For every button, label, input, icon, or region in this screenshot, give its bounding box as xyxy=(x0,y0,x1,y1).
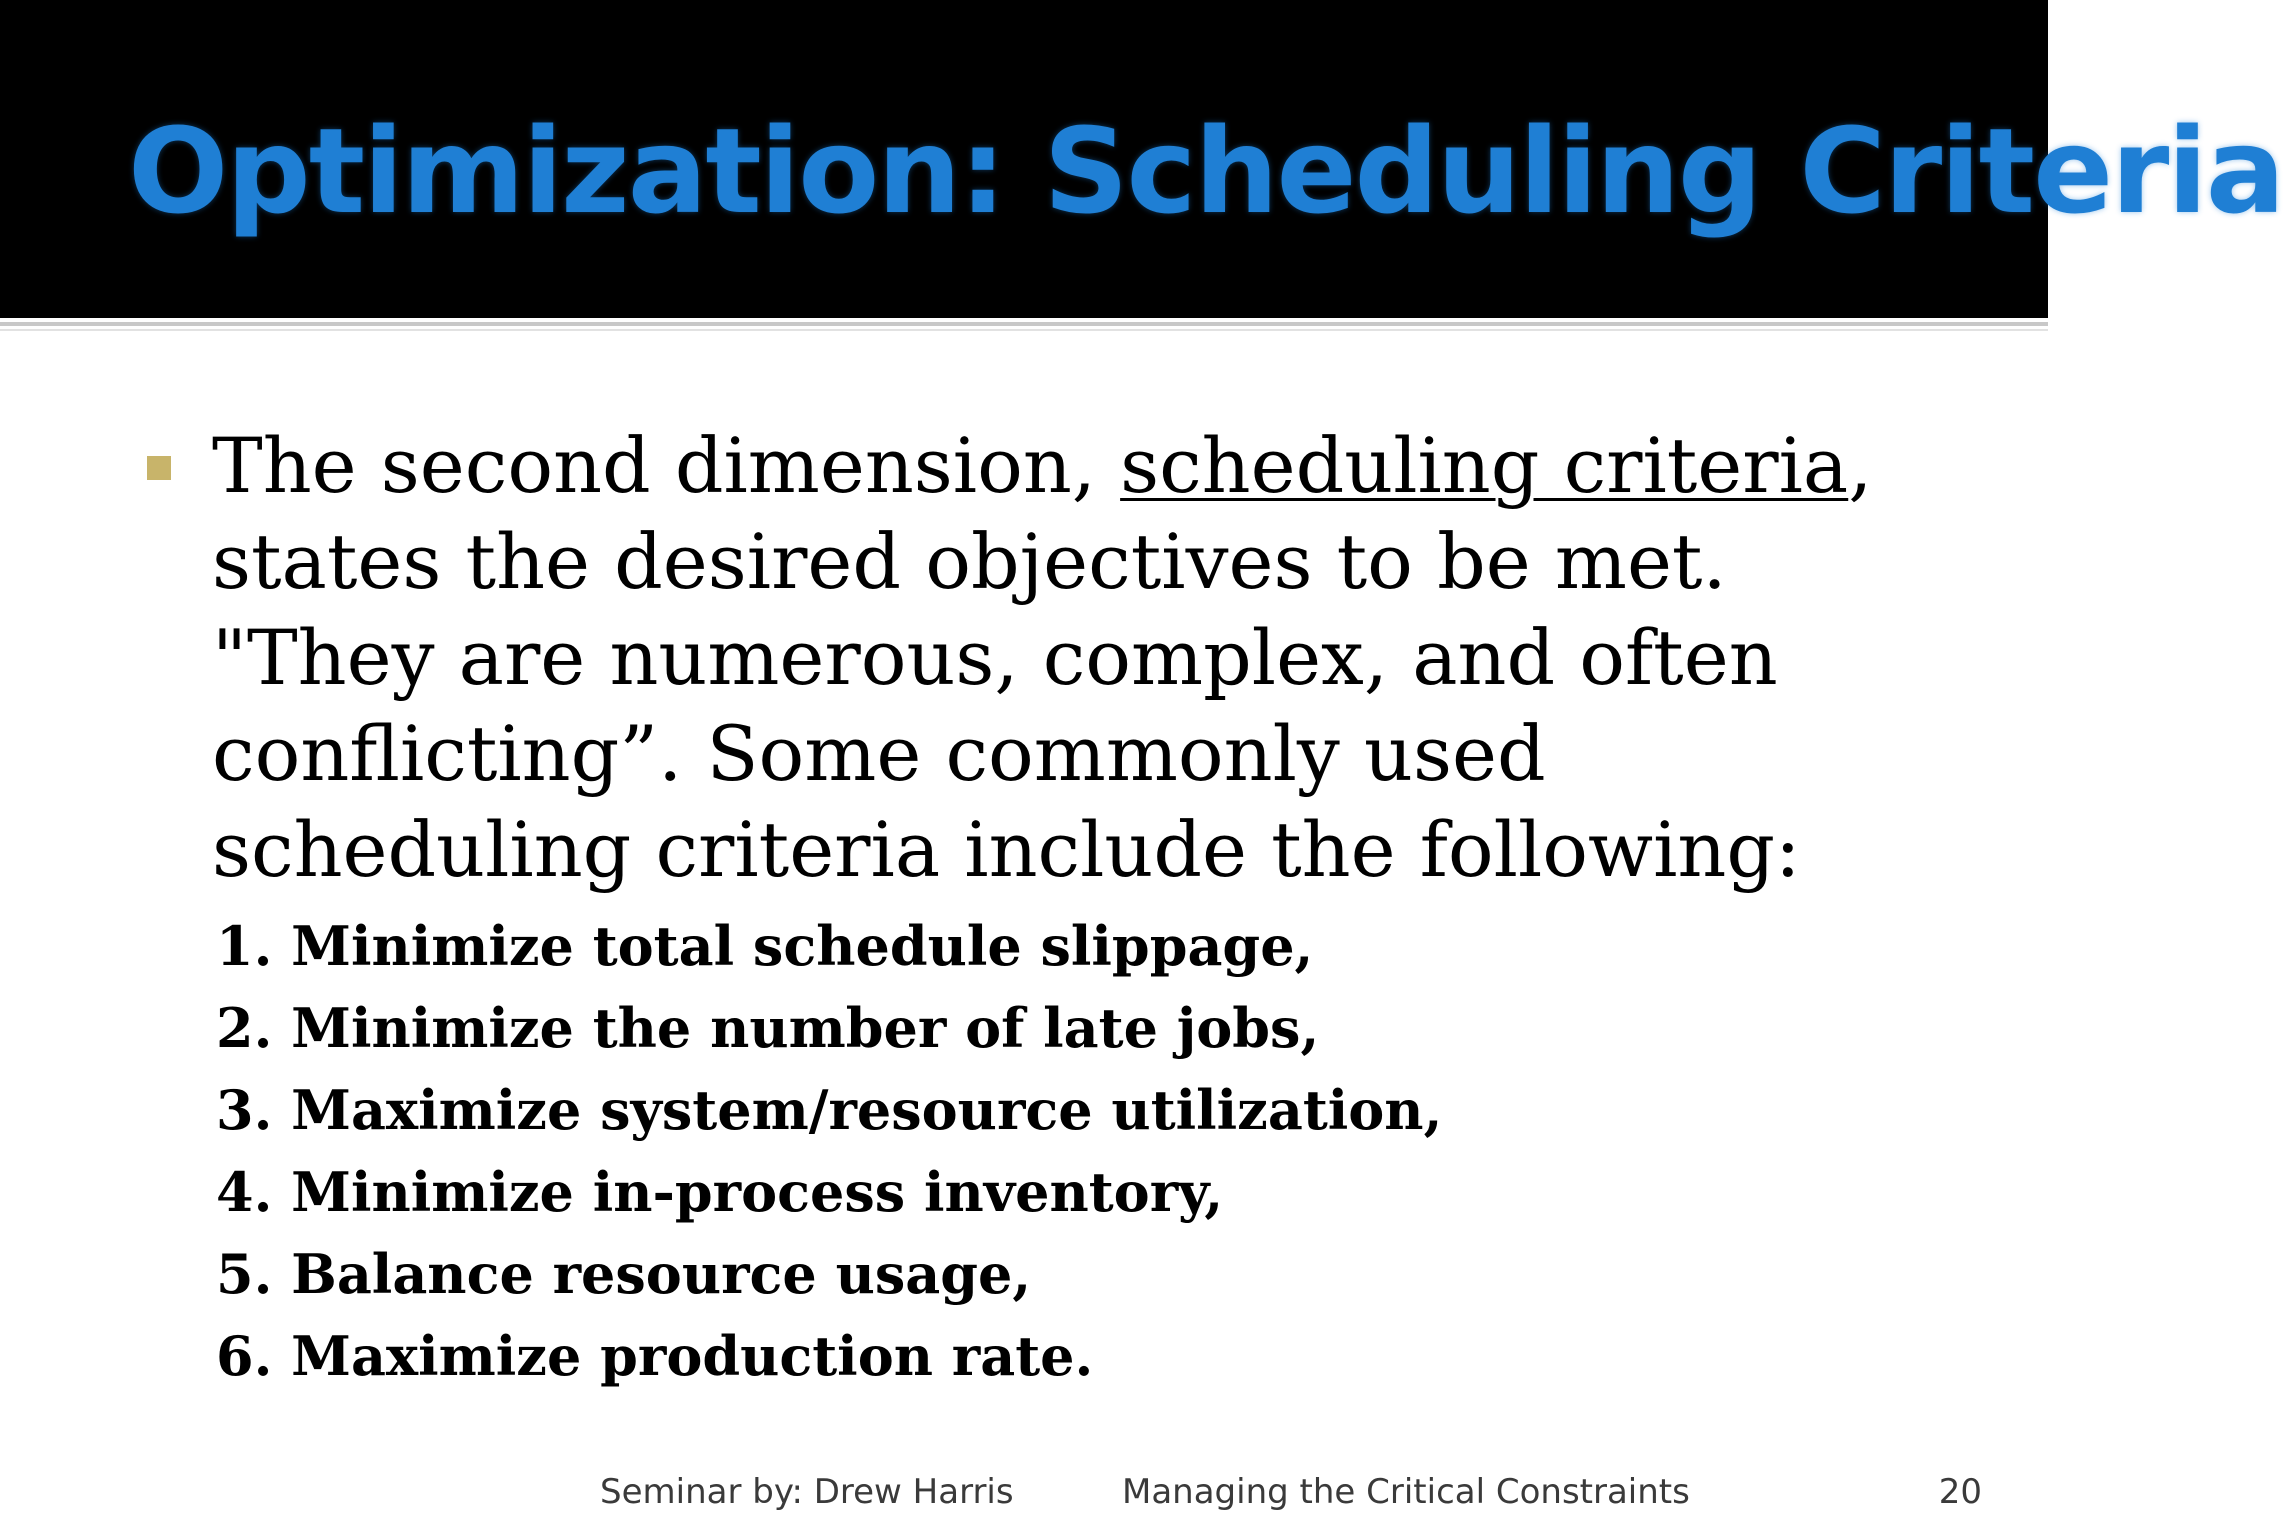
body-text-comma: , xyxy=(1848,421,1873,510)
body-text-rest: states the desired objectives to be met. "They are numerous, complex, and often conflicting”. Some commonly used scheduling criteria include the following: xyxy=(212,517,1801,894)
footer-presenter: Seminar by: Drew Harris xyxy=(600,1472,1014,1512)
title-divider-thin xyxy=(0,329,2048,331)
footer-topic: Managing the Critical Constraints xyxy=(1122,1472,1690,1512)
underlined-term: scheduling criteria xyxy=(1120,421,1849,510)
criteria-item: 5. Balance resource usage, xyxy=(216,1242,1032,1306)
criteria-list xyxy=(216,905,1442,1397)
slide-title: Optimization: Scheduling Criteria xyxy=(128,102,2283,240)
title-divider xyxy=(0,322,2048,326)
criteria-item: 6. Maximize production rate. xyxy=(216,1324,1094,1388)
square-bullet-icon xyxy=(147,456,171,480)
criteria-item: 1. Minimize total schedule slippage, xyxy=(216,914,1314,978)
body-paragraph xyxy=(212,418,1952,898)
criteria-item: 4. Minimize in-process inventory, xyxy=(216,1160,1224,1224)
body-text-start: The second dimension, xyxy=(212,421,1121,510)
title-bar xyxy=(0,0,2283,318)
criteria-item: 3. Maximize system/resource utilization, xyxy=(216,1078,1443,1142)
footer-page-number: 20 xyxy=(1938,1472,1982,1512)
criteria-item: 2. Minimize the number of late jobs, xyxy=(216,996,1320,1060)
